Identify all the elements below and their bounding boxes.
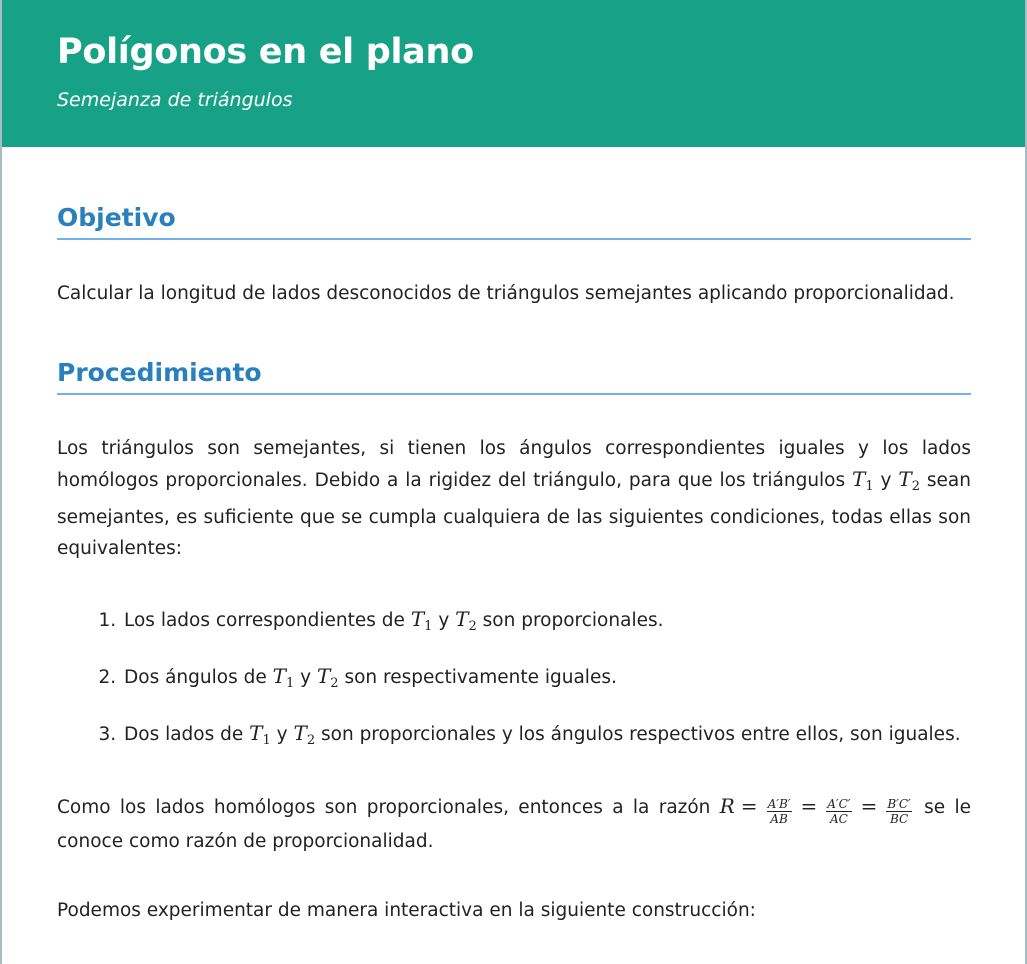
section-heading-objetivo: Objetivo bbox=[57, 202, 971, 240]
math-t2: $T_2$ bbox=[455, 607, 477, 634]
math-t1: $T_1$ bbox=[410, 607, 433, 634]
math-r: R bbox=[719, 794, 735, 818]
header-banner bbox=[2, 0, 1025, 147]
objetivo-text: Calcular la longitud de lados desconocidos de triángulos semejantes aplicando proporcionalidad. bbox=[57, 283, 955, 304]
intro-text-y: y bbox=[873, 470, 899, 491]
closing-text: Podemos experimentar de manera interactiva en la siguiente construcción: bbox=[57, 900, 756, 921]
intro-text-b: sean semejantes, es suficiente que se cumpla cualquiera de las siguientes condiciones, todas ellas son equivalentes: bbox=[57, 470, 971, 559]
intro-text-a: Los triángulos son semejantes, si tienen los ángulos correspondientes iguales y los lados homólogos proporcionales. Debido a la rigidez del triángulo, para que los triángulos bbox=[57, 438, 971, 491]
section-heading-procedimiento: Procedimiento bbox=[57, 357, 971, 395]
math-t1: $T_1$ bbox=[272, 664, 295, 691]
ratio-paragraph: Como los lados homólogos son proporcionales, entonces a la razón R = $\frac{A'B'}{AB}$ = $\frac{A'C'}{AC}$ = $\frac{B'C'}{BC}$ se le conoce como razón de proporcionalidad. bbox=[57, 794, 971, 852]
math-t1: $T_1$ bbox=[249, 721, 271, 748]
page-subtitle: Semejanza de triángulos bbox=[57, 89, 293, 111]
fraction-bc: $\frac{B'C'}{BC}$ bbox=[887, 797, 911, 826]
fraction-ac: $\frac{A'C'}{AC}$ bbox=[827, 797, 851, 826]
page-title: Polígonos en el plano bbox=[57, 32, 474, 72]
list-item: 3. Dos lados de $T_1$ y $T_2$ son proporcionales y los ángulos respectivos entre ellos, son iguales. bbox=[122, 718, 971, 756]
math-t2: $T_2$ bbox=[293, 721, 316, 748]
conditions-list bbox=[57, 604, 971, 756]
list-item: 2. Dos ángulos de $T_1$ y $T_2$ son respectivamente iguales. bbox=[122, 661, 971, 699]
math-t2: $T_2$ bbox=[898, 467, 921, 494]
procedimiento-intro bbox=[57, 433, 971, 564]
list-item: 1. Los lados correspondientes de $T_1$ y $T_2$ son proporcionales. bbox=[122, 604, 971, 642]
math-t1: $T_1$ bbox=[852, 467, 874, 494]
math-t2: $T_2$ bbox=[316, 664, 339, 691]
fraction-ab: $\frac{A'B'}{AB}$ bbox=[767, 797, 791, 826]
content bbox=[2, 202, 1026, 926]
